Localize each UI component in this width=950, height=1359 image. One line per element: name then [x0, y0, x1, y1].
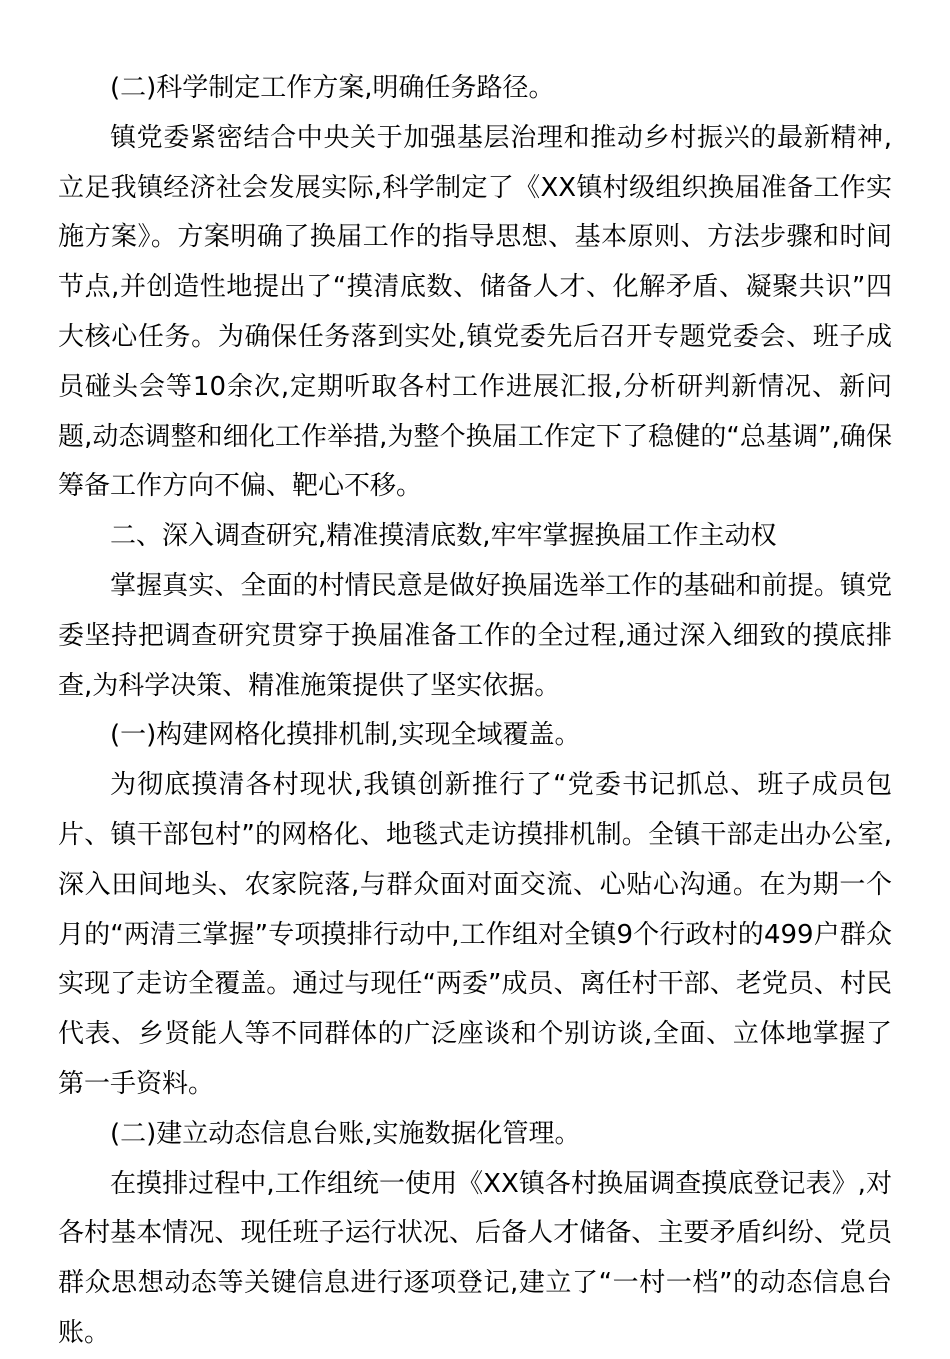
body-paragraph-grid-mechanism: 为彻底摸清各村现状,我镇创新推行了“党委书记抓总、班子成员包片、镇干部包村”的网格化、地毯式走访摸排机制。全镇干部走出办公室,深入田间地头、农家院落,与群众面对面交流、心贴心沟通。在为期一个月的“两清三掌握”专项摸排行动中,工作组对全镇9个行政村的499户群众实现了走访全覆盖。通过与现任“两委”成员、离任村干部、老党员、村民代表、乡贤能人等不同群体的广泛座谈和个别访谈,全面、立体地掌握了第一手资料。 [58, 770, 892, 1099]
body-paragraph-plan: 镇党委紧密结合中央关于加强基层治理和推动乡村振兴的最新精神,立足我镇经济社会发展实际,科学制定了《XX镇村级组织换届准备工作实施方案》。方案明确了换届工作的指导思想、基本原则、方法步骤和时间节点,并创造性地提出了“摸清底数、储备人才、化解矛盾、凝聚共识”四大核心任务。为确保任务落到实处,镇党委先后召开专题党委会、班子成员碰头会等10余次,定期听取各村工作进展汇报,分析研判新情况、新问题,动态调整和细化工作举措,为整个换届工作定下了稳健的“总基调”,确保筹备工作方向不偏、靶心不移。 [58, 122, 892, 502]
section-heading-research: 二、深入调查研究,精准摸清底数,牢牢掌握换届工作主动权 [110, 521, 777, 552]
body-paragraph-dynamic-ledger: 在摸排过程中,工作组统一使用《XX镇各村换届调查摸底登记表》,对各村基本情况、现任班子运行状况、后备人才储备、主要矛盾纠纷、党员群众思想动态等关键信息进行逐项登记,建立了“一村一档”的动态信息台账。 [58, 1168, 892, 1348]
section-heading-grid-mechanism: (一)构建网格化摸排机制,实现全域覆盖。 [110, 720, 581, 751]
document-body [58, 64, 892, 1359]
body-paragraph-research: 掌握真实、全面的村情民意是做好换届选举工作的基础和前提。镇党委坚持把调查研究贯穿于换届准备工作的全过程,通过深入细致的摸底排查,为科学决策、精准施策提供了坚实依据。 [58, 570, 892, 701]
section-heading-2-methods: (二)科学制定工作方案,明确任务路径。 [110, 73, 555, 103]
section-heading-dynamic-ledger: (二)建立动态信息台账,实施数据化管理。 [110, 1118, 581, 1149]
